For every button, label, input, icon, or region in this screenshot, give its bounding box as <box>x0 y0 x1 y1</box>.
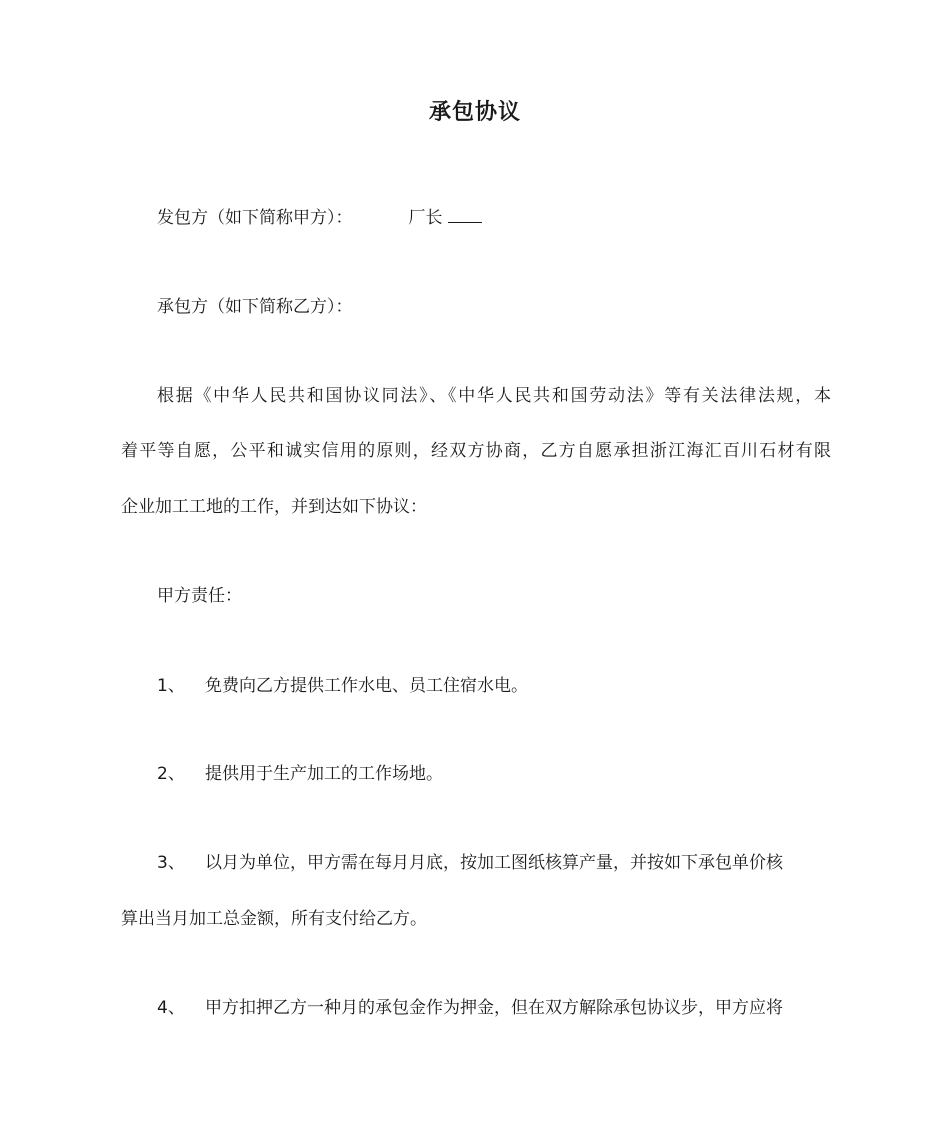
item-text: 免费向乙方提供工作水电、员工住宿水电。 <box>205 676 528 696</box>
list-item-continuation: 算出当月加工总金额，所有支付给乙方。 <box>121 909 427 929</box>
item-text: 以月为单位，甲方需在每月月底，按加工图纸核算产量，并按如下承包单价核 <box>205 853 783 873</box>
party-b-label: 承包方（如下简称乙方）： <box>157 297 353 317</box>
item-text: 甲方扣押乙方一种月的承包金作为押金，但在双方解除承包协议步，甲方应将 <box>205 998 783 1018</box>
party-a-label: 发包方（如下简称甲方）： <box>157 208 353 228</box>
intro-line-1: 根据《中华人民共和国协议同法》、《中华人民共和国劳动法》等有关法律法规，本 <box>157 386 831 406</box>
item-number: 3、 <box>157 853 185 873</box>
party-a-line <box>157 205 831 230</box>
party-a-value: 厂长 <box>408 208 443 228</box>
item-text: 提供用于生产加工的工作场地。 <box>205 764 443 784</box>
list-item <box>157 674 831 698</box>
section-heading: 甲方责任： <box>157 586 242 606</box>
item-number: 2、 <box>157 764 185 784</box>
party-a-blank <box>448 205 482 223</box>
document-title: 承包协议 <box>428 100 521 125</box>
intro-line-3: 企业加工工地的工作，并到达如下协议： <box>121 497 427 517</box>
party-b-line <box>157 295 831 319</box>
item-number: 1、 <box>157 676 185 696</box>
item-number: 4、 <box>157 998 185 1018</box>
intro-line-2: 着平等自愿，公平和诚实信用的原则，经双方协商，乙方自愿承担浙江海汇百川石材有限 <box>121 441 831 461</box>
list-item <box>157 762 831 786</box>
list-item <box>157 996 831 1020</box>
list-item <box>157 851 831 875</box>
